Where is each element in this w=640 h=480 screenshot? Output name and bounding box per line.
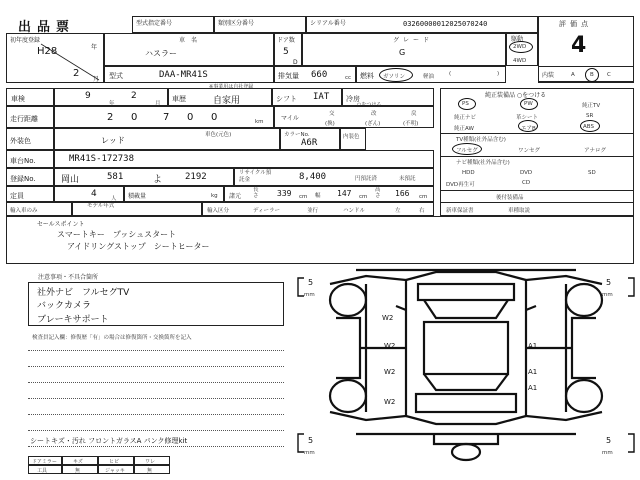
- plate-region: 岡山: [61, 175, 80, 185]
- color-int-label: 内装色: [343, 134, 360, 140]
- car-outline: [330, 270, 602, 460]
- tread-top-right-unit: mm: [602, 292, 613, 298]
- car-name: ハスラー: [145, 49, 177, 58]
- notes-bottom-line: シートキズ・汚れ フロントガラスA パンク修理kit: [30, 437, 188, 445]
- plate-value-cell: [54, 168, 234, 186]
- inspector-line: [28, 382, 284, 383]
- color-ext: レッド: [101, 136, 125, 145]
- inspector-line: [28, 350, 284, 351]
- first-reg-year: H28: [37, 46, 58, 57]
- doors-suffix: D: [293, 59, 298, 66]
- mileage-digit-5: 0: [211, 112, 218, 123]
- ac-cell: [342, 88, 434, 106]
- option-dvd-play: DVD再生可: [446, 182, 475, 188]
- shift-cell: [272, 88, 342, 106]
- option-oneseg: ワンセグ: [518, 148, 541, 154]
- type-designation-box: [132, 16, 214, 33]
- mileage-digit-2: 0: [131, 112, 138, 123]
- plate-number1: 581: [107, 172, 124, 182]
- option-analog: アナログ: [584, 148, 607, 154]
- import-dealer: ディーラー: [253, 208, 281, 214]
- model: DAA-MR41S: [159, 70, 208, 80]
- displacement-label: 排気量: [278, 72, 299, 80]
- mileage-opt3: 戻: [411, 111, 417, 117]
- usage-value: 自家用: [213, 96, 241, 106]
- legend-cell: キズ: [62, 456, 98, 465]
- ac-label: 冷房: [346, 95, 360, 103]
- model-label: 型式: [109, 72, 123, 80]
- page-title: 出品票: [18, 20, 76, 35]
- notes-label: 注意事項・不具合箇所: [38, 274, 99, 281]
- recycle-unpaid: 未預託: [399, 176, 416, 182]
- plate-label-cell: [6, 168, 54, 186]
- damage-mark-a1: A1: [528, 368, 538, 376]
- drive-4wd: 4WD: [513, 58, 527, 64]
- color-ext-suffix: 車色(元色): [205, 132, 232, 138]
- tread-top-right: 5: [606, 278, 612, 287]
- first-reg-year-unit: 年: [91, 44, 98, 51]
- notes-line-1: 社外ナビ フルセグTV: [37, 288, 130, 298]
- import-parallel: 並行: [307, 208, 319, 214]
- color-code: A6R: [301, 138, 318, 148]
- inspection-value-cell: [54, 88, 168, 106]
- option-sr: SR: [586, 113, 594, 119]
- import-label-cell: [6, 202, 72, 216]
- mileage-label: 走行距離: [10, 115, 38, 123]
- first-reg-month-unit: 月: [93, 76, 100, 83]
- recycle-unit: 円預託済: [355, 176, 378, 182]
- capacity-hgt: 166: [395, 189, 410, 198]
- notes-line-3: ブレーキサポート: [37, 315, 109, 325]
- category-label: 類別区分番号: [218, 20, 255, 27]
- options-nav-header: ナビ種類(社外品含む): [456, 160, 510, 166]
- damage-mark-a1: A1: [528, 384, 538, 392]
- usage-cell: [168, 84, 272, 106]
- tread-bot-right: 5: [606, 436, 612, 445]
- import-label: 輸入車のみ: [10, 208, 38, 214]
- category-box: [214, 16, 306, 33]
- grade-label: グレード: [393, 37, 434, 44]
- notes-line-2: バックカメラ: [37, 301, 92, 311]
- tread-bot-left: 5: [308, 436, 314, 445]
- legend-cell: 無: [62, 465, 98, 474]
- inspection-month-unit: 月: [155, 101, 161, 107]
- import-type-cell: [202, 202, 434, 216]
- option-aw: 純正AW: [454, 126, 474, 132]
- option-cd: CD: [522, 180, 531, 186]
- mileage-label-cell: [6, 106, 54, 128]
- damage-mark-a1: A1: [528, 342, 538, 350]
- capacity-label-cell: [6, 186, 54, 202]
- drive-box: [506, 33, 538, 66]
- mileage-opt2-sub: (ざん): [365, 121, 381, 127]
- fuel-label: 燃料: [360, 72, 374, 80]
- mileage-opt1: 交: [329, 111, 335, 117]
- options-divider-4: [440, 202, 634, 203]
- mileage-opt1-sub: (換): [325, 121, 335, 127]
- color-ext-label: 外装色: [10, 137, 31, 145]
- chassis-value-cell: [54, 150, 434, 168]
- grade: G: [399, 48, 406, 57]
- option-tv: 純正TV: [582, 103, 601, 109]
- capacity-load-unit: kg: [211, 193, 218, 199]
- fuel-light: 軽油: [423, 74, 435, 80]
- chassis-value: MR41S-172738: [69, 154, 135, 164]
- notes-box: [28, 282, 284, 326]
- fuel-box: [356, 66, 506, 83]
- color-ext-cell: [54, 128, 280, 150]
- option-sd: SD: [588, 170, 596, 176]
- tread-bot-right-unit: mm: [602, 450, 613, 456]
- mileage-opt3-sub: (不明): [403, 121, 419, 127]
- mileage-opt2: 改: [371, 111, 377, 117]
- tread-bot-left-unit: mm: [304, 450, 315, 456]
- options-divider-2: [440, 156, 634, 157]
- type-designation-label: 型式指定番号: [136, 20, 173, 27]
- capacity-dims-cell: [224, 186, 434, 202]
- model-box: [104, 66, 274, 83]
- interior-c: C: [607, 72, 611, 78]
- serial-label: シリアル番号: [310, 20, 346, 27]
- inspector-label: 検査員記入欄：修復歴「有」の場合は修復箇所・交換箇所を記入: [32, 335, 192, 341]
- option-leather: 革シート: [516, 115, 539, 121]
- recycle-label: リサイクル預託金: [239, 170, 272, 183]
- options-divider-3: [440, 190, 634, 191]
- capacity-load-cell: [124, 186, 224, 202]
- mileage-digit-3: 7: [163, 112, 170, 123]
- legend-cell: ヒビ: [98, 456, 134, 465]
- drive-label: 駆動: [511, 36, 524, 43]
- import-right: 右: [419, 208, 425, 214]
- color-code-label: カラーNo.: [284, 132, 310, 138]
- mileage-digit-4: 0: [187, 112, 194, 123]
- fuel-paren-open: (: [449, 71, 452, 77]
- capacity-dims-label: 諸元: [229, 193, 242, 200]
- title-box: [6, 16, 104, 33]
- mileage-unit: km: [255, 119, 264, 125]
- inspector-line: [28, 398, 284, 399]
- option-warranty: 新車保証書: [446, 208, 474, 214]
- option-airbag: エアB: [521, 126, 536, 132]
- capacity-len-unit: cm: [299, 194, 308, 200]
- displacement: 660: [311, 70, 328, 80]
- fuel-gas: ガソリン: [383, 74, 406, 80]
- options-divider-1: [440, 133, 634, 134]
- option-ps: PS: [462, 101, 469, 107]
- color-int-cell: [340, 128, 366, 150]
- inspection-label: 車検: [11, 95, 25, 103]
- car-diagram: [296, 266, 636, 466]
- doors-box: [274, 33, 302, 66]
- plate-label: 登録No.: [10, 175, 36, 183]
- displacement-unit: cc: [345, 75, 352, 81]
- import-model-year-label: モデル年式: [87, 203, 115, 209]
- option-hdd: HDD: [462, 170, 475, 176]
- first-reg-label: 初年度登録: [10, 37, 41, 44]
- score-label: 評価点: [559, 20, 592, 28]
- inspection-year: 9: [85, 91, 91, 101]
- option-abs: ABS: [583, 124, 594, 130]
- legend-cell: 工具: [28, 465, 62, 474]
- plate-kana: よ: [153, 175, 163, 185]
- capacity-hgt-label: 高さ: [375, 187, 381, 199]
- doors: 5: [283, 47, 289, 57]
- chassis-label-cell: [6, 150, 54, 168]
- recycle-value: 8,400: [299, 172, 327, 182]
- inspection-year-unit: 年: [109, 101, 115, 107]
- inspector-line: [28, 414, 284, 415]
- car-name-label: 車名: [179, 37, 204, 44]
- usage-note: ※事業用は自社登録: [209, 84, 254, 90]
- capacity-seats-unit: 人: [111, 196, 117, 202]
- shift-value: IAT: [313, 92, 330, 102]
- mileage-meter-label: マイル: [281, 115, 299, 122]
- color-code-cell: [280, 128, 340, 150]
- options-aftermarket-header: 後付装備品: [496, 195, 524, 201]
- capacity-load-label: 積載量: [128, 193, 147, 200]
- chassis-label: 車台No.: [10, 157, 36, 165]
- inspection-label-cell: [6, 88, 54, 106]
- legend-cell: ドアミラー: [28, 456, 62, 465]
- recycle-cell: [234, 168, 434, 186]
- legend-cell: ワレ: [134, 456, 170, 465]
- interior-box: [538, 66, 634, 83]
- import-handle: ハンドル: [343, 208, 366, 214]
- capacity-hgt-unit: cm: [419, 194, 428, 200]
- mileage-digit-1: 2: [107, 112, 114, 123]
- car-name-box: [104, 33, 274, 66]
- legend-cell: 無: [134, 465, 170, 474]
- inspection-month: 2: [131, 91, 137, 101]
- interior-label: 内装: [542, 72, 555, 79]
- option-manual: 車種取説: [508, 208, 531, 214]
- tread-top-left: 5: [308, 278, 314, 287]
- inspector-line: [28, 366, 284, 367]
- import-left: 左: [395, 208, 401, 214]
- sales-points-label: セールスポイント: [37, 221, 85, 228]
- damage-mark-w2: W2: [384, 368, 396, 376]
- capacity-wid-label: 幅: [315, 193, 321, 199]
- ac-note: ○をつける: [357, 102, 382, 108]
- doors-label: ドア数: [277, 37, 295, 44]
- serial-value: 03260000012025070240: [403, 20, 488, 28]
- usage-label: 車歴: [172, 95, 186, 103]
- capacity-seats-label: 定員: [10, 192, 24, 200]
- interior-a: A: [571, 72, 575, 78]
- capacity-seats-cell: [54, 186, 124, 202]
- score-value: 4: [571, 33, 587, 58]
- color-label-cell: [6, 128, 54, 150]
- inspector-line: [28, 430, 284, 431]
- diagram-tread-brackets: [298, 278, 634, 452]
- capacity-len-label: 長さ: [253, 187, 259, 199]
- serial-box: [306, 16, 538, 33]
- capacity-wid-unit: cm: [359, 194, 368, 200]
- fuel-paren-close: ): [497, 71, 500, 77]
- option-nav: 純正ナビ: [454, 115, 477, 121]
- capacity-seats: 4: [91, 189, 97, 199]
- import-type-label: 輸入区分: [207, 208, 230, 214]
- interior-b: B: [590, 72, 594, 78]
- inspector-line: [28, 446, 284, 447]
- drive-2wd: 2WD: [513, 44, 527, 50]
- damage-mark-w2: W2: [382, 314, 394, 322]
- capacity-len: 339: [277, 189, 292, 198]
- option-dvd: DVD: [520, 170, 533, 176]
- sales-points-line1: スマートキー プッシュスタート: [57, 230, 177, 239]
- first-reg-box: [6, 33, 104, 83]
- tread-top-left-unit: mm: [304, 292, 315, 298]
- first-reg-month: 2: [73, 68, 80, 79]
- shift-label: シフト: [276, 95, 297, 103]
- sales-points-box: [6, 216, 634, 264]
- sales-points-line2: アイドリングストップ シートヒーター: [67, 242, 210, 251]
- mileage-digits-cell: [54, 106, 274, 128]
- options-tv-header: TV種類(社外品含む): [456, 137, 506, 143]
- options-header: 純正装備品 ○をつける: [485, 92, 547, 99]
- damage-mark-w2: W2: [384, 398, 396, 406]
- option-fullseg: フルセグ: [456, 148, 478, 154]
- option-pw: PW: [524, 101, 533, 107]
- grade-box: [302, 33, 506, 66]
- import-model-year-cell: [72, 202, 202, 216]
- displacement-box: [274, 66, 356, 83]
- mileage-meter-cell: [274, 106, 434, 128]
- damage-mark-w2: W2: [384, 342, 396, 350]
- plate-number2: 2192: [185, 172, 207, 182]
- capacity-wid: 147: [337, 189, 352, 198]
- legend-cell: ジャッキ: [98, 465, 134, 474]
